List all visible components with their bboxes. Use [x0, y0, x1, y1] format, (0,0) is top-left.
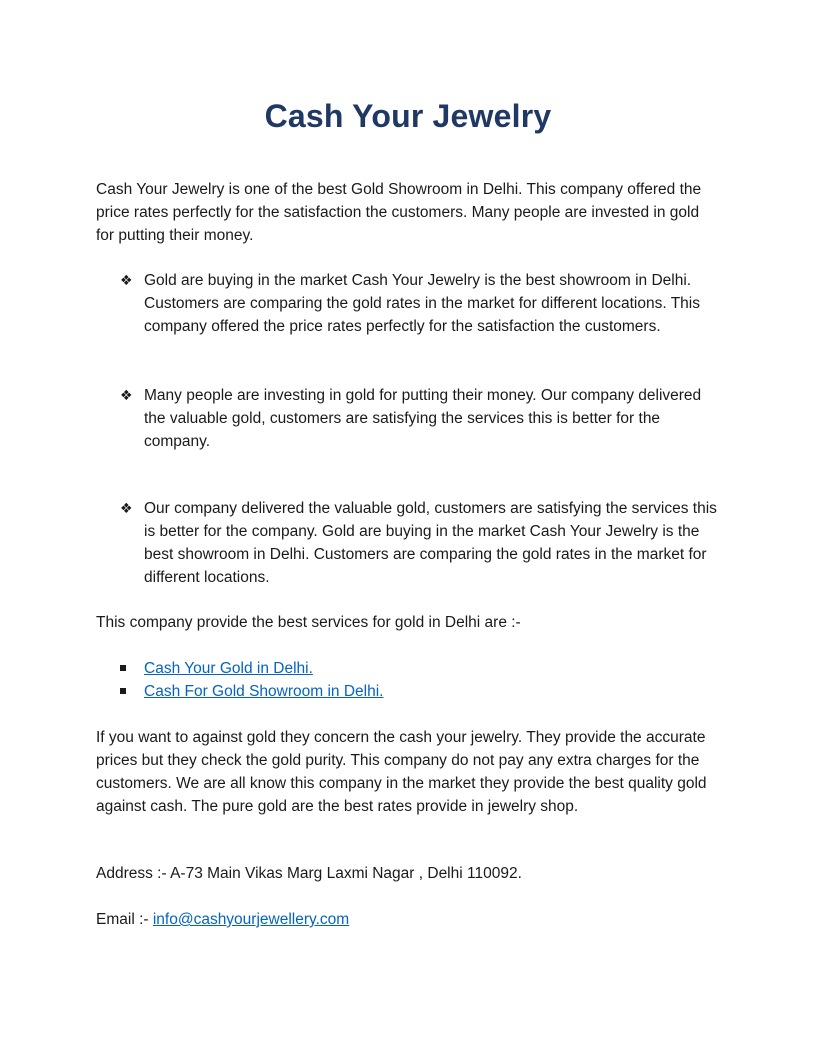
- service-list-item: [120, 680, 720, 703]
- services-heading: This company provide the best services for gold in Delhi are :-: [96, 614, 521, 631]
- closing-paragraph: If you want to against gold they concern the cash your jewelry. They provide the accurate prices but they check the gold purity. This company do not pay any extra charges for the customers. We are all know this company in the market they provide the best quality gold against cash. The pure gold are the best rates provide in jewelry shop.: [96, 729, 707, 815]
- bullet-item-3: [120, 497, 720, 589]
- square-bullet-icon: [120, 688, 126, 694]
- email-link[interactable]: info@cashyourjewellery.com: [152, 911, 350, 928]
- square-bullet-icon: [120, 665, 126, 671]
- bullet-text: Our company delivered the valuable gold, customers are satisfying the services this is better for the company. Gold are buying in the market Cash Your Jewelry is the best showroom in Delhi. Customers are comparing the gold rates in the market for different locations.: [144, 500, 717, 586]
- service-link-cash-for-gold-showroom[interactable]: Cash For Gold Showroom in Delhi.: [144, 683, 384, 700]
- bullet-text: Many people are investing in gold for putting their money. Our company delivered the valuable gold, customers are satisfying the services this is better for the company.: [144, 387, 702, 450]
- bullet-item-1: [120, 269, 720, 338]
- bullet-text: Gold are buying in the market Cash Your Jewelry is the best showroom in Delhi. Customers are comparing the gold rates in the market for different locations. This company offered the price rates perfectly for the satisfaction the customers.: [144, 272, 700, 335]
- service-list-item: [120, 657, 720, 680]
- diamond-bullet-icon: ❖: [120, 387, 133, 403]
- email-label: Email :-: [96, 911, 153, 928]
- page-title: Cash Your Jewelry: [264, 98, 552, 134]
- diamond-bullet-icon: ❖: [120, 500, 133, 516]
- service-link-cash-your-gold[interactable]: Cash Your Gold in Delhi.: [144, 660, 313, 677]
- intro-paragraph: Cash Your Jewelry is one of the best Gold Showroom in Delhi. This company offered the price rates perfectly for the satisfaction the customers. Many people are invested in gold for putting their money.: [96, 181, 702, 244]
- email-line: [96, 908, 720, 931]
- bullet-item-2: [120, 384, 720, 453]
- address-line: Address :- A-73 Main Vikas Marg Laxmi Nagar , Delhi 110092.: [96, 865, 522, 882]
- diamond-bullet-icon: ❖: [120, 272, 133, 288]
